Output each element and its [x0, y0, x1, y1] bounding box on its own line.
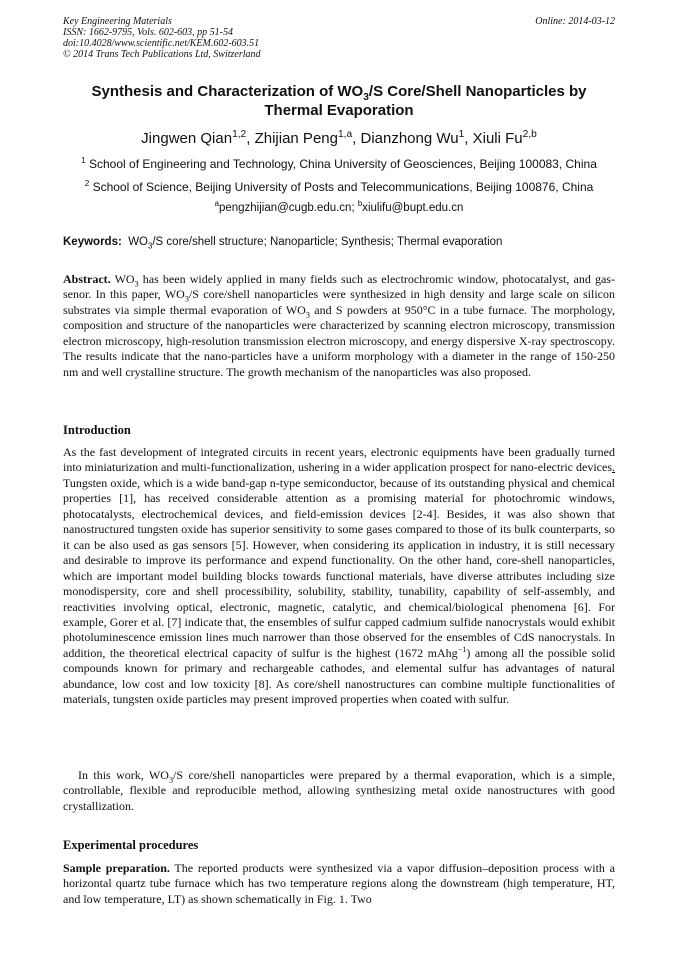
keywords-label: Keywords: — [63, 236, 122, 248]
affiliation-text: School of Engineering and Technology, China University of Geosciences, Beijing 100083, China — [89, 157, 597, 171]
email-mark: b — [357, 199, 363, 209]
paper-title — [63, 82, 615, 120]
abstract-subscript: 3 — [305, 310, 310, 320]
abstract-subscript: 3 — [134, 279, 139, 289]
intro-superscript: −1 — [457, 644, 467, 654]
author-name: Jingwen Qian — [141, 130, 233, 147]
abstract-text: and S powders at 950°C in a tube furnace. The morphology, composition and structure of the nanoparticles were characterized by scanning electron microscopy, transmission electron microscopy, high-resolution transmission electron microscopy, and energy dispersive X-ray spectroscopy. The results indicate that the nano-particles have a uniform morphology with a diameter in the range of 150-250 nm and well crystalline structure. The growth mechanism of the nanoparticles was also proposed. — [63, 302, 615, 379]
author-affil-mark: 1,2 — [232, 129, 247, 140]
intro-text: In this work, WO — [78, 768, 169, 782]
affiliation-1 — [63, 157, 615, 171]
intro-text: . — [612, 460, 615, 475]
copyright-line: © 2014 Trans Tech Publications Ltd, Switzerland — [63, 49, 261, 60]
email-mark: a — [214, 199, 219, 209]
title-text-1: Synthesis and Characterization of WO — [91, 83, 364, 100]
keywords-text-1: WO — [128, 236, 148, 248]
sample-preparation-label: Sample preparation. — [63, 861, 170, 875]
title-text-2: /S Core/Shell Nanoparticles by Thermal Evaporation — [264, 83, 587, 119]
affiliation-2 — [63, 180, 615, 194]
intro-text: Tungsten oxide, which is a wide band-gap n-type semiconductor, because of its outstanding physical and chemical properties [1], has received considerable attention as a promising material for photochromic windows, photocatalysts, electrochemical devices, and field-emission devices [2-4]. Besides, it was also shown that nanostructured tungsten oxide has superior sensitivity to some gases compared to those of its bulk counterparts, so it can be also used as gas sensors [5]. However, when considering its application in industry, it is still necessary and desirable to improve its performance and expend functionality. On the other hand, core-shell nanoparticles, which are important model building blocks towards functional materials, have diverse attributes including size monodispersity, core and shell processibility, solubility, stability, tunability, capability of self-assembly, and reactivities involving optical, electronic, magnetic, catalytic, and chemical/biological phenomena [6]. For example, Gorer et al. [7] indicate that, the ensembles of sulfur capped cadmium sulfide nanocrystals would exhibit photoluminescence emission lines much narrower than those observed for the ensembles of CdS nanocrystals. In addition, the theoretical electrical capacity of sulfur is the highest (1672 mAhg — [63, 475, 615, 660]
author-name: Zhijian Peng — [254, 130, 338, 147]
keywords-text-2: /S core/shell structure; Nanoparticle; Synthesis; Thermal evaporation — [152, 236, 503, 248]
online-date: Online: 2014-03-12 — [535, 16, 615, 27]
doi-line: doi:10.4028/www.scientific.net/KEM.602-603.51 — [63, 38, 260, 49]
section-heading-experimental: Experimental procedures — [63, 838, 199, 852]
intro-text: /S core/shell nanoparticles were prepared by a thermal evaporation, which is a simple, controllable, flexible and reproducible method, allowing synthesizing metal oxide nanostructures with good crystallization. — [63, 768, 615, 813]
journal-name: Key Engineering Materials — [63, 16, 172, 27]
intro-text: As the fast development of integrated circuits in recent years, electronic equipments have been gradually turned into miniaturization and multi-functionalization, ushering in a wider application prospect for nano-electric devices — [63, 445, 615, 475]
email-address-b[interactable]: xiulifu@bupt.edu.cn — [362, 202, 464, 214]
affiliation-number: 2 — [84, 179, 90, 188]
affiliation-number: 1 — [81, 156, 86, 165]
email-address-a[interactable]: pengzhijian@cugb.edu.cn; — [218, 202, 355, 214]
keywords-subscript: 3 — [148, 241, 153, 251]
sample-preparation-text: The reported products were synthesized via a vapor diffusion–deposition process with a horizontal quartz tube furnace which has two temperature regions along the downstream (high temperature, HT, and low temperature, LT) as shown schematically in Fig. 1. Two — [63, 861, 615, 906]
abstract-subscript: 3 — [184, 294, 189, 304]
abstract-text: WO — [114, 272, 135, 286]
intro-subscript: 3 — [168, 775, 174, 785]
author-name: Dianzhong Wu — [360, 130, 459, 147]
introduction-paragraph-2 — [63, 768, 615, 814]
title-subscript: 3 — [363, 92, 369, 103]
keywords-line — [63, 235, 615, 249]
author-name: Xiuli Fu — [472, 130, 523, 147]
abstract-label: Abstract. — [63, 272, 111, 286]
intro-text: ) among all the possible solid compounds known for primary and rechargeable cathodes, and elemental sulfur has advantages of natural abundance, low cost and low toxicity [8]. As core/shell nanostructures can combine multiple functionalities of materials, tungsten oxide particles may present improved properties when coated with sulfur. — [63, 645, 615, 707]
abstract-paragraph — [63, 272, 615, 380]
email-line — [63, 201, 615, 215]
author-affil-mark: 1,a — [337, 129, 353, 140]
abstract-text: has been widely applied in many fields such as electrochromic window, photocatalyst, and gas-senor. In this paper, WO — [63, 272, 615, 302]
section-heading-introduction: Introduction — [63, 423, 131, 437]
author-affil-mark: 2,b — [522, 129, 537, 140]
journal-header — [63, 16, 615, 60]
issn-line: ISSN: 1662-9795, Vols. 602-603, pp 51-54 — [63, 27, 233, 38]
sample-preparation-paragraph — [63, 861, 615, 907]
abstract-text: /S core/shell nanoparticles were synthesized in high density and large scale on silicon substrates via simple thermal evaporation of WO — [63, 287, 615, 317]
introduction-paragraph-1 — [63, 445, 615, 708]
author-affil-mark: 1 — [458, 129, 465, 140]
author-list: Jingwen Qian$^{1,2}$, Zhijian Peng$^{1,a}$, Dianzhong Wu$^1$, Xiuli Fu$^{2,b}$ — [141, 129, 537, 147]
affiliation-text: School of Science, Beijing University of Posts and Telecommunications, Beijing 100876, China — [92, 180, 594, 194]
